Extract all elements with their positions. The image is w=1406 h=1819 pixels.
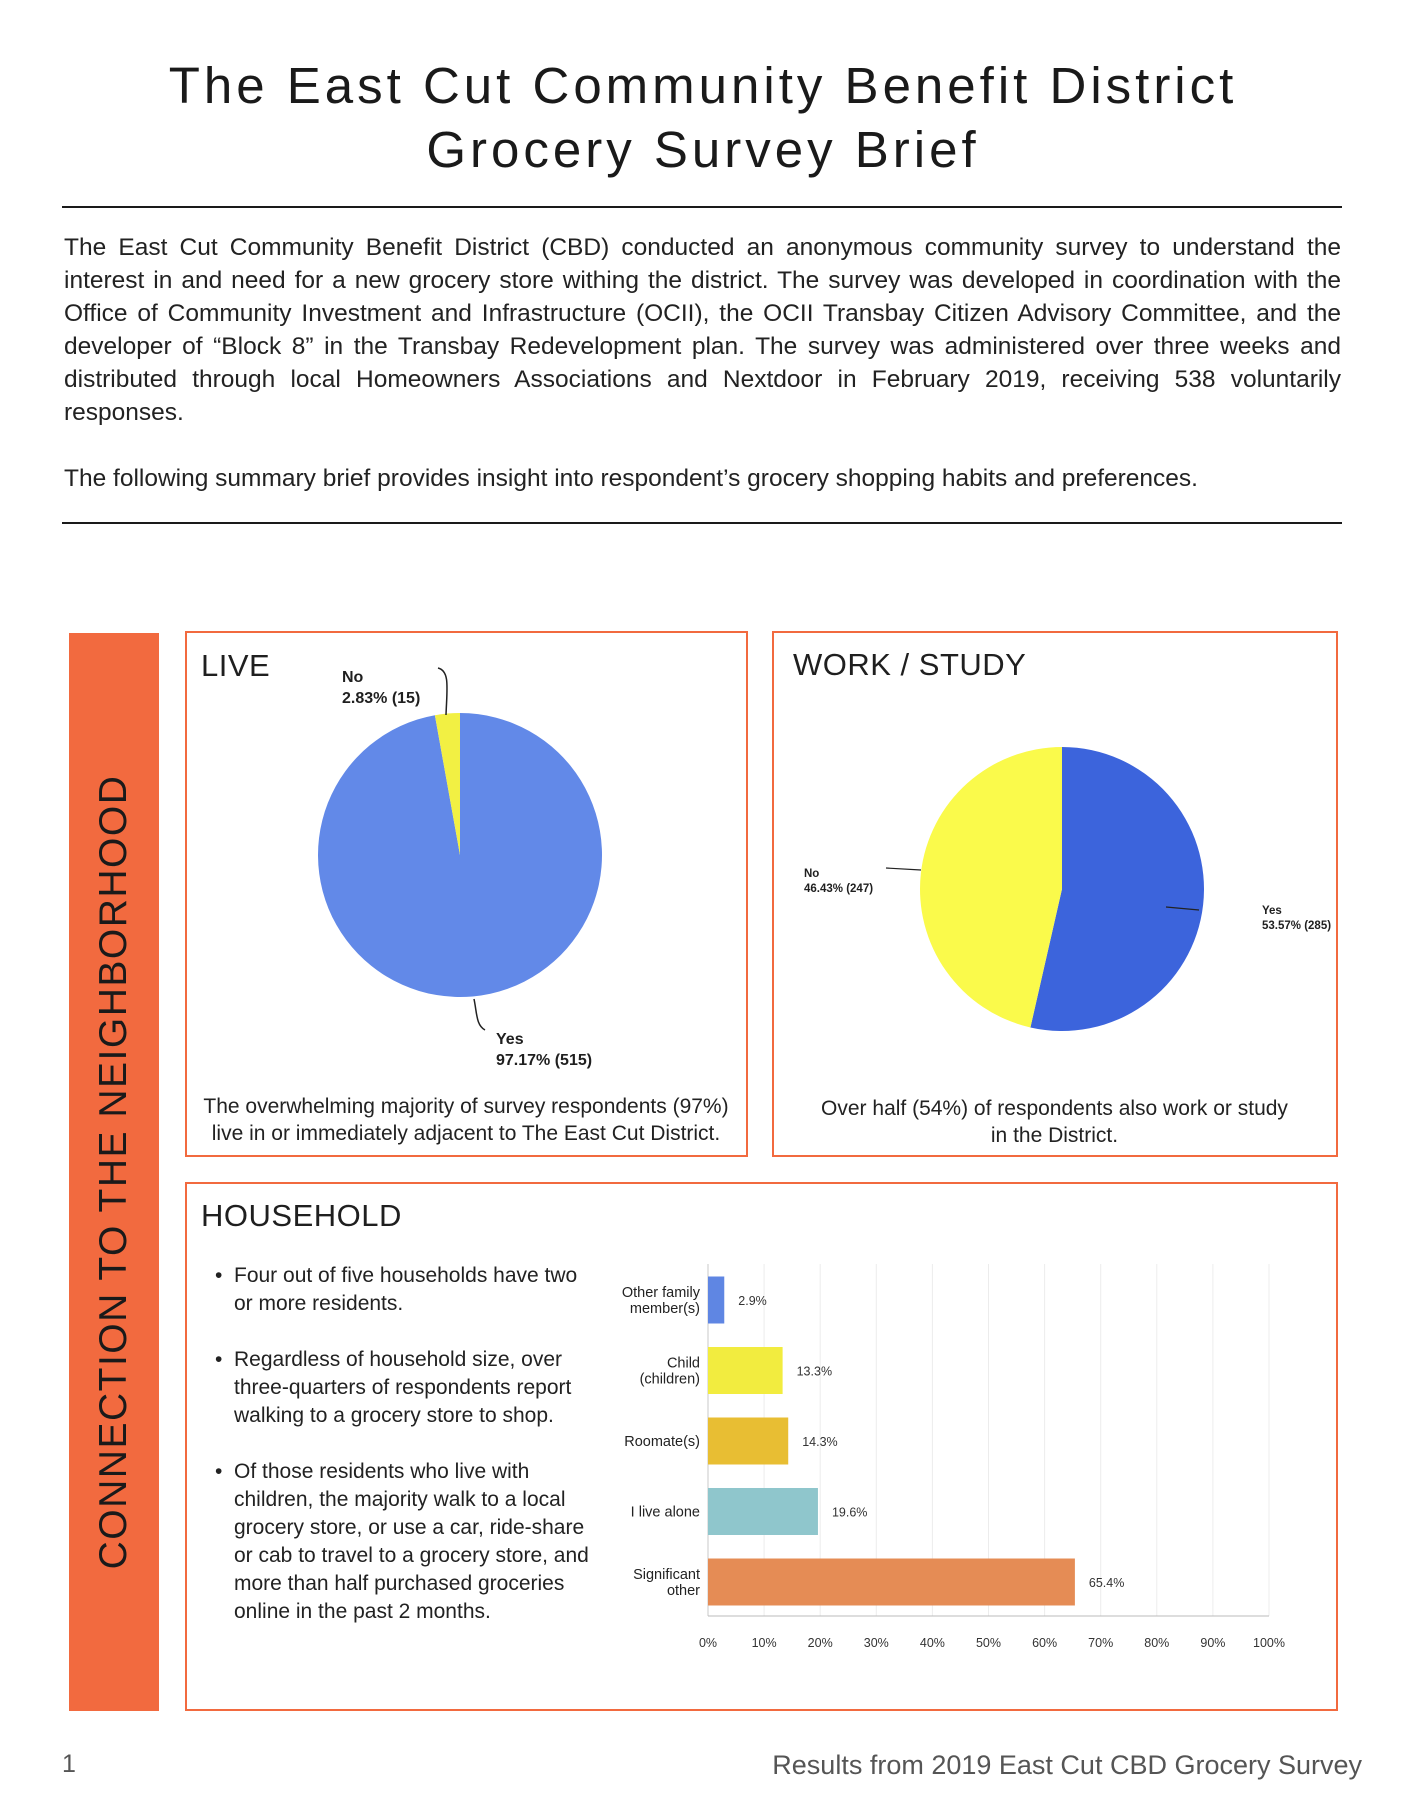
bar: [708, 1347, 783, 1394]
household-bullet: • Regardless of household size, over three-quarters of respondents report walking to a grocery store to shop.: [215, 1346, 595, 1430]
category-label-line: Roomate(s): [624, 1434, 700, 1450]
work-yes-value: 53.57% (285): [1262, 920, 1332, 932]
bar: [708, 1559, 1075, 1606]
live-pie-chart: [187, 633, 745, 1154]
x-tick-label: 70%: [1088, 1636, 1114, 1650]
category-label: [640, 1356, 700, 1388]
live-panel: [185, 631, 748, 1157]
work-yes-label: [1262, 904, 1331, 934]
intro-paragraph: The East Cut Community Benefit District (CBD) conducted an anonymous community survey to understand the interest in and need for a new grocery store withing the district. The survey was developed in coordination with the Office of Community Investment and Infrastructure (OCII), the OCII Transbay Citizen Advisory Committee, and the developer of “Block 8” in the Transbay Redevelopment plan. The survey was administered over three weeks and distributed through local Homeowners Associations and Nextdoor in February 2019, receiving 538 voluntarily responses.: [64, 234, 1341, 426]
footer-text: Results from 2019 East Cut CBD Grocery Survey: [772, 1750, 1362, 1780]
x-tick-label: 20%: [807, 1636, 833, 1650]
live-yes-name: Yes: [496, 1031, 524, 1048]
intro-summary: The following summary brief provides insight into respondent’s grocery shopping habits and preferences.: [64, 465, 1198, 492]
work-panel: [772, 631, 1338, 1157]
live-title: LIVE: [201, 648, 271, 683]
bar: [708, 1488, 818, 1535]
section-label: CONNECTION TO THE NEIGHBORHOOD: [92, 774, 135, 1570]
x-tick-label: 50%: [975, 1636, 1002, 1650]
bar-value-label: 65.4%: [1088, 1576, 1125, 1590]
live-no-label: [342, 667, 420, 709]
title-line-2: Grocery Survey Brief: [426, 121, 980, 178]
live-yes-leader: [474, 999, 485, 1030]
household-bar-chart: [187, 1184, 1335, 1708]
work-no-value: 46.43% (247): [804, 883, 874, 895]
x-tick-label: 60%: [1032, 1636, 1058, 1650]
category-label-line: (children): [639, 1371, 700, 1388]
bar: [708, 1418, 788, 1465]
bar-value-label: 2.9%: [738, 1294, 767, 1308]
category-label-line: I live alone: [630, 1504, 700, 1521]
x-tick-label: 100%: [1253, 1636, 1285, 1650]
top-divider: [62, 206, 1342, 208]
work-no-leader: [886, 868, 921, 870]
household-title: HOUSEHOLD: [201, 1198, 402, 1233]
live-no-leader: [438, 668, 447, 715]
category-label-line: Child: [666, 1355, 700, 1372]
live-yes-label: [496, 1029, 592, 1071]
household-bullet: • Four out of five households have two or more residents.: [215, 1262, 595, 1318]
x-tick-label: 10%: [751, 1636, 777, 1650]
live-caption-line-2: live in or immediately adjacent to The East Cut District.: [211, 1122, 721, 1145]
work-caption: [774, 1095, 1335, 1149]
work-caption-line-2: in the District.: [990, 1124, 1119, 1147]
x-tick-label: 0%: [698, 1636, 718, 1650]
category-label: [631, 1505, 700, 1521]
section-sidebar: [69, 633, 159, 1711]
page-number: 1: [62, 1750, 76, 1778]
x-tick-label: 40%: [919, 1636, 945, 1650]
x-tick-label: 30%: [863, 1636, 889, 1650]
title-line-1: The East Cut Community Benefit District: [168, 57, 1238, 114]
category-label: [633, 1567, 700, 1599]
category-label-line: member(s): [629, 1301, 700, 1317]
household-panel: [185, 1182, 1338, 1711]
live-caption: [187, 1093, 745, 1147]
live-caption-line-1: The overwhelming majority of survey respondents (97%): [203, 1095, 729, 1118]
page-title: [0, 54, 1406, 182]
bar-value-label: 19.6%: [831, 1505, 868, 1520]
x-tick-label: 80%: [1144, 1636, 1170, 1650]
work-title: WORK / STUDY: [793, 647, 1027, 682]
work-no-label: [804, 867, 873, 897]
category-label-line: Significant: [633, 1567, 700, 1583]
live-no-value: 2.83% (15): [342, 690, 421, 707]
x-tick-label: 90%: [1200, 1636, 1226, 1650]
bar-value-label: 14.3%: [802, 1435, 838, 1449]
bottom-divider: [62, 522, 1342, 524]
work-yes-name: Yes: [1262, 905, 1282, 917]
work-no-name: No: [804, 868, 820, 880]
household-bullet: • Of those residents who live with children, the majority walk to a local grocery store, or use a car, ride-share or cab to travel to a grocery store, and more than half purchased groceries online in the past 2 months.: [215, 1458, 595, 1626]
bar-value-label: 13.3%: [796, 1364, 833, 1379]
live-yes-value: 97.17% (515): [496, 1052, 593, 1069]
category-label-line: Other family: [621, 1285, 700, 1301]
category-label: [624, 1434, 700, 1450]
category-label-line: other: [666, 1583, 700, 1599]
live-no-name: No: [342, 669, 364, 686]
work-caption-line-1: Over half (54%) of respondents also work or study: [821, 1097, 1288, 1120]
category-label: [622, 1285, 701, 1317]
bar: [708, 1277, 724, 1324]
